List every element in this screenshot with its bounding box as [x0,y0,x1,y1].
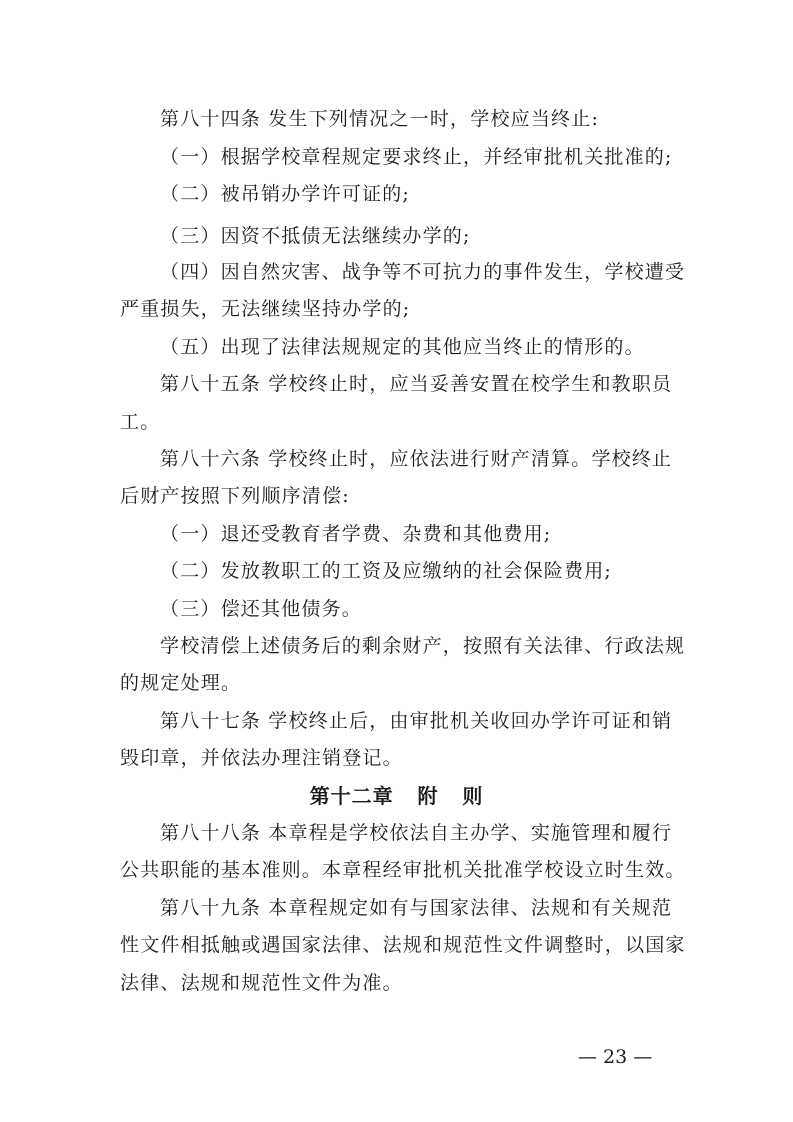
article-86-item-3: （三）偿还其他债务。 [160,598,363,620]
article-84-item-1: （一）根据学校章程规定要求终止，并经审批机关批准的; [160,146,673,168]
chapter-heading: 第十二章 附 则 [309,784,484,808]
article-87-line-2: 毁印章，并依法办理注销登记。 [120,747,403,769]
article-84-line-1: 第八十四条 发生下列情况之一时，学校应当终止: [160,108,600,130]
article-88-line-2: 公共职能的基本准则。本章程经审批机关批准学校设立时生效。 [120,859,686,881]
article-88-line-1: 第八十八条 本章程是学校依法自主办学、实施管理和履行 [160,822,673,844]
article-86-line-2: 后财产按照下列顺序清偿: [120,485,350,507]
article-86-closing-line-1: 学校清偿上述债务后的剩余财产，按照有关法律、行政法规 [160,635,686,657]
article-84-item-5: （五）出现了法律法规规定的其他应当终止的情形的。 [160,336,645,358]
article-86-item-1: （一）退还受教育者学费、杂费和其他费用; [160,523,552,545]
article-86-line-1: 第八十六条 学校终止时，应依法进行财产清算。学校终止 [160,448,673,470]
article-84-item-4-line-1: （四）因自然灾害、战争等不可抗力的事件发生，学校遭受 [160,261,686,283]
article-84-item-2: （二）被吊销办学许可证的; [160,183,411,205]
page-number: — 23 — [578,1046,653,1068]
article-84-item-3: （三）因资不抵债无法继续办学的; [160,225,471,247]
article-89-line-3: 法律、法规和规范性文件为准。 [120,972,403,994]
article-89-line-2: 性文件相抵触或遇国家法律、法规和规范性文件调整时，以国家 [120,934,686,956]
article-89-line-1: 第八十九条 本章程规定如有与国家法律、法规和有关规范 [160,897,673,919]
article-85-line-2: 工。 [120,411,161,433]
article-86-item-2: （二）发放教职工的工资及应缴纳的社会保险费用; [160,560,613,582]
article-85-line-1: 第八十五条 学校终止时，应当妥善安置在校学生和教职员 [160,373,673,395]
article-84-item-4-line-2: 严重损失，无法继续坚持办学的; [120,298,411,320]
article-87-line-1: 第八十七条 学校终止后，由审批机关收回办学许可证和销 [160,710,673,732]
article-86-closing-line-2: 的规定处理。 [120,672,242,694]
